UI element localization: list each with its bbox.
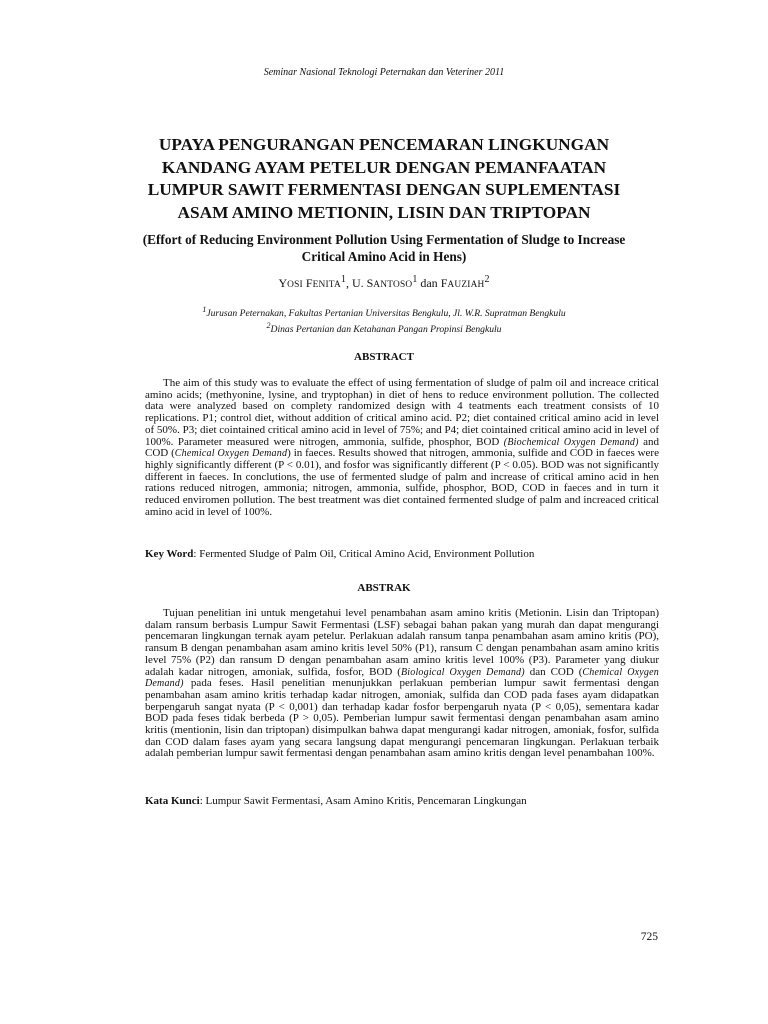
- page-number: 725: [640, 931, 658, 943]
- keywords-label: Key Word: [145, 548, 194, 560]
- paper-title: [120, 134, 648, 224]
- author-line: YOSI FENITA$^1$, U. SANTOSO$^1$ dan FAUZIAH$^2$: [278, 274, 490, 290]
- author-name-3: FAUZIAH: [440, 276, 485, 290]
- running-head: Seminar Nasional Teknologi Peternakan dan Veteriner 2011: [263, 67, 505, 78]
- abstract-heading: ABSTRACT: [354, 351, 414, 363]
- kata-kunci-label: Kata Kunci: [145, 795, 200, 807]
- keywords: [145, 548, 659, 560]
- kata-kunci-text: : Lumpur Sawit Fermentasi, Asam Amino Kritis, Pencemaran Lingkungan: [199, 795, 527, 807]
- bod-term: Biological Oxygen Demand): [400, 666, 525, 678]
- kata-kunci: [145, 795, 659, 807]
- title-line: ASAM AMINO METIONIN, LISIN DAN TRIPTOPAN: [177, 202, 591, 222]
- abstrak-body: Tujuan penelitian ini untuk mengetahui level penambahan asam amino kritis (Metionin. Lisin dan Triptopan) dalam ransum berbasis Lumpur Sawit Fermentasi (LSF) sebagai bahan pakan yang murah dan dapat mengurangi pencemaran lingkungan ternak ayam petelur. Perlakuan adalah ransum tanpa penambahan asam amino kritis (PO), ransum B dengan penambahan asam amino kritis level 50% (P1), ransum C dengan penambahan asam amino kritis level 75% (P2) dan ransum D dengan penambahan asam amino kritis level 100% (P3). Parameter yang diukur adalah kadar nitrogen, amoniak, sulfida, fosfor, BOD (Biological Oxygen Demand) dan COD (Chemical Oxygen Demand) pada feses. Hasil penelitian menunjukkan perlakuan pemberian lumpur sawit fermentasi dengan penambahan asam amino kritis terhadap kadar nitrogen, amoniak, sulfida dan COD pada fases ayam didapatkan berpengaruh sangat nyata (P < 0,001) dan terhadap kadar fosfor berpengaruh nyata (P < 0,05), sementara kadar BOD pada feses tidak berbeda (P > 0,05). Pemberian lumpur sawit fermentasi dengan penambahan asam amino kritis (mentionin, lisin dan triptopan) disimpulkan bahwa dapat mengurangi kadar nitrogen, amoniak, fosfor, sulfida dan COD dalam fases ayam yang secara langsung dapat mengurangi pencemaran lingkungan. Perlakuan terbaik adalah pemberian lumpur sawit fermentasi dengan penambahan asam amino kritis dengan level penambahan 100%.: [145, 607, 659, 760]
- abstrak-heading: ABSTRAK: [357, 582, 411, 594]
- english-title: (Effort of Reducing Environment Pollution Using Fermentation of Sludge to Increase Critical Amino Acid in Hens): [142, 232, 626, 264]
- abstract-body: The aim of this study was to evaluate the effect of using fermentation of sludge of palm oil and increace critical amino acids; (methyonine, lysine, and tryptophan) in diet of hens to reduce environment pollution. The collected data were analyzed based on complety randomized design with 4 teatments each treatment consists of 10 replications. P1; control diet, without addition of critical amino acid. P2; diet contained critical amino acid in level of 50%. P3; diet cointained critical amino acid in level of 75%; and P4; diet cointained critical amino acid in level of 100%. Parameter measured were nitrogen, ammonia, sulfide, phosphor, BOD (Biochemical Oxygen Demand) and COD (Chemical Oxygen Demand) in faeces. Results showed that nitrogen, ammonia, sulfide and COD in faeces were highly significantly different (P < 0.01), and fosfor was significantly different (P < 0.05). BOD was not significantly different in faeces. In conclutions, the use of fermented sludge of palm and increase of critical amino acid in hen rations reduced nitrogen, ammonia; nitrogen, ammonia, sulfide, phosphor, BOD, COD in faeces and in turn it reduced enviromen pollution. The best treatment was diet contained fermented sludge of palm and increaced critical amino acid in level of 100%.: [145, 377, 659, 518]
- affiliation-2: $^2$Dinas Pertanian dan Ketahanan Pangan Propinsi Bengkulu: [266, 320, 502, 335]
- cod-term: Chemical Oxygen Demand): [145, 666, 659, 690]
- author-affil-marker: 2: [484, 274, 490, 285]
- title-line: KANDANG AYAM PETELUR DENGAN PEMANFAATAN: [161, 157, 607, 177]
- author-name-1: YOSI FENITA: [278, 276, 341, 290]
- author-name-2: U. SANTOSO: [351, 276, 413, 290]
- bod-term: (Biochemical Oxygen Demand): [503, 436, 639, 448]
- affiliations: [0, 304, 768, 335]
- author-affil-marker: 1: [340, 274, 346, 285]
- author-affil-marker: 1: [412, 274, 418, 285]
- cod-term: Chemical Oxygen Demand: [174, 448, 288, 460]
- title-line: LUMPUR SAWIT FERMENTASI DENGAN SUPLEMENTASI: [147, 180, 621, 199]
- title-line: UPAYA PENGURANGAN PENCEMARAN LINGKUNGAN: [158, 135, 610, 154]
- affiliation-1: $^1$Jurusan Peternakan, Fakultas Pertanian Universitas Bengkulu, Jl. W.R. Supratman Bengkulu: [202, 305, 566, 320]
- keywords-text: : Fermented Sludge of Palm Oil, Critical Amino Acid, Environment Pollution: [193, 548, 535, 560]
